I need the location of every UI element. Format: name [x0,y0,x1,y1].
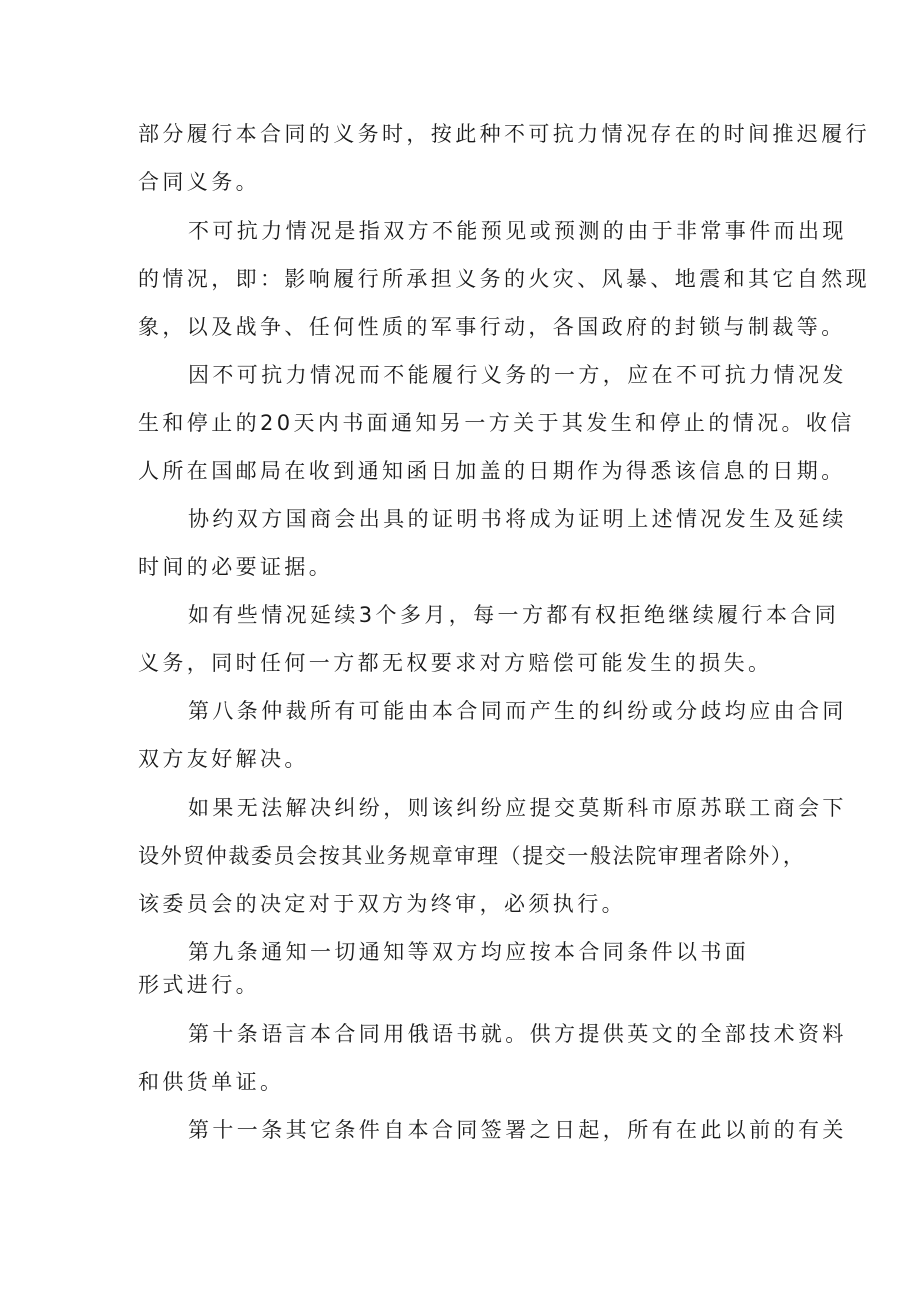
text-line: 部分履行本合同的义务时，按此种不可抗力情况存在的时间推迟履行 [138,122,870,146]
paragraph-first-line: 第十一条其它条件自本合同签署之日起，所有在此以前的有关 [188,1118,847,1142]
paragraph-first-line: 如果无法解决纠纷，则该纠纷应提交莫斯科市原苏联工商会下 [188,796,847,820]
text-line: 人所在国邮局在收到通知函日加盖的日期作为得悉该信息的日期。 [138,459,846,483]
paragraph-first-line: 第九条通知一切通知等双方均应按本合同条件以书面 [188,940,750,964]
paragraph-first-line: 因不可抗力情况而不能履行义务的一方，应在不可抗力情况发 [188,363,847,387]
text-line: 和供货单证。 [138,1070,285,1094]
text-line: 生和停止的20天内书面通知另一方关于其发生和停止的情况。收信 [138,411,855,435]
paragraph-first-line: 第八条仲裁所有可能由本合同而产生的纠纷或分歧均应由合同 [188,699,847,723]
text-line: 形式进行。 [138,973,260,997]
text-line: 象，以及战争、任何性质的军事行动，各国政府的封锁与制裁等。 [138,315,846,339]
paragraph-first-line: 协约双方国商会出具的证明书将成为证明上述情况发生及延续 [188,507,847,531]
text-line: 的情况，即：影响履行所承担义务的火灾、风暴、地震和其它自然现 [138,267,870,291]
text-line: 双方友好解决。 [138,747,309,771]
text-line: 设外贸仲裁委员会按其业务规章审理（提交一般法院审理者除外）， [138,844,806,868]
paragraph-first-line: 如有些情况延续3个多月，每一方都有权拒绝继续履行本合同 [188,603,840,627]
text-line: 合同义务。 [138,170,260,194]
text-line: 时间的必要证据。 [138,555,334,579]
text-line: 义务，同时任何一方都无权要求对方赔偿可能发生的损失。 [138,651,773,675]
paragraph-first-line: 不可抗力情况是指双方不能预见或预测的由于非常事件而出现 [188,219,847,243]
text-line: 该委员会的决定对于双方为终审，必须执行。 [138,892,626,916]
paragraph-first-line: 第十条语言本合同用俄语书就。供方提供英文的全部技术资料 [188,1022,847,1046]
